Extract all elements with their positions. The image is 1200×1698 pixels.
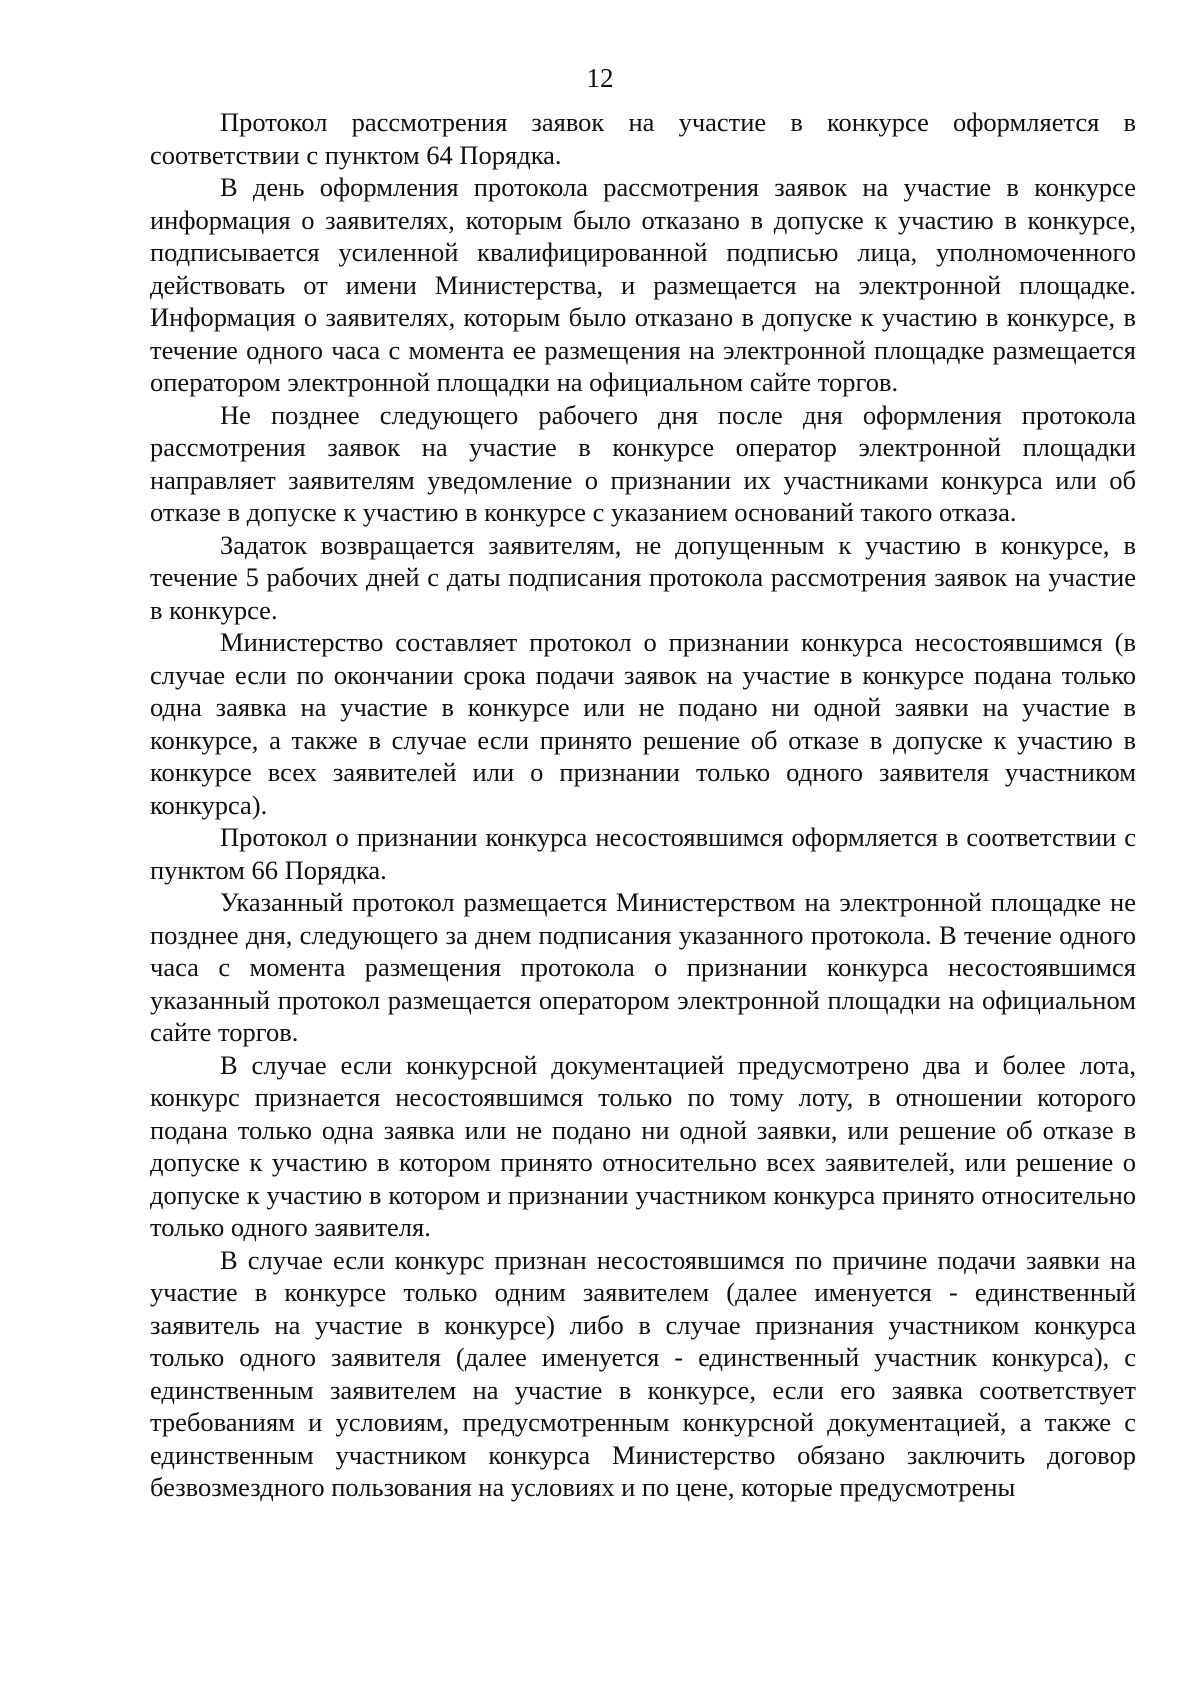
paragraph: Протокол рассмотрения заявок на участие в конкурсе оформляется в соответствии с пунктом 64 Порядка. xyxy=(150,107,1136,170)
paragraph: В день оформления протокола рассмотрения заявок на участие в конкурсе информация о заявителях, которым было отказано в допуске к участию в конкурсе, подписывается усиленной квалифицированной подписью лица, уполномоченного действовать от имени Министерства, и размещается на электронной площадке. Информация о заявителях, которым было отказано в допуске к участию в конкурсе, в течение одного часа с момента ее размещения на электронной площадке размещается оператором электронной площадки на официальном сайте торгов. xyxy=(150,172,1136,397)
paragraph: В случае если конкурс признан несостоявшимся по причине подачи заявки на участие в конкурсе только одним заявителем (далее именуется - единственный заявитель на участие в конкурсе) либо в случае признания участником конкурса только одного заявителя (далее именуется - единственный участник конкурса), с единственным заявителем на участие в конкурсе, если его заявка соответствует требованиям и условиям, предусмотренным конкурсной документацией, а также с единственным участником конкурса Министерство обязано заключить договор безвозмездного пользования на условиях и по цене, которые предусмотрены xyxy=(150,1244,1136,1502)
page-number: 12 xyxy=(586,63,614,93)
paragraph: Указанный протокол размещается Министерством на электронной площадке не позднее дня, следующего за днем подписания указанного протокола. В течение одного часа с момента размещения протокола о признании конкурса несостоявшимся указанный протокол размещается оператором электронной площадки на официальном сайте торгов. xyxy=(150,887,1136,1047)
paragraph: Не позднее следующего рабочего дня после дня оформления протокола рассмотрения заявок на участие в конкурсе оператор электронной площадки направляет заявителям уведомление о признании их участниками конкурса или об отказе в допуске к участию в конкурсе с указанием оснований такого отказа. xyxy=(150,399,1136,527)
paragraph: Министерство составляет протокол о признании конкурса несостоявшимся (в случае если по окончании срока подачи заявок на участие в конкурсе подана только одна заявка на участие в конкурсе или не подано ни одной заявки на участие в конкурсе, а также в случае если принято решение об отказе в допуске к участию в конкурсе всех заявителей или о признании только одного заявителя участником конкурса). xyxy=(150,627,1136,820)
body-text xyxy=(150,106,1136,1504)
paragraph: Протокол о признании конкурса несостоявшимся оформляется в соответствии с пунктом 66 Порядка. xyxy=(150,822,1136,885)
paragraph: В случае если конкурсной документацией предусмотрено два и более лота, конкурс признается несостоявшимся только по тому лоту, в отношении которого подана только одна заявка или не подано ни одной заявки, или решение об отказе в допуске к участию в котором принято относительно всех заявителей, или решение о допуске к участию в котором и признании участником конкурса принято относительно только одного заявителя. xyxy=(150,1049,1136,1242)
paragraph: Задаток возвращается заявителям, не допущенным к участию в конкурсе, в течение 5 рабочих дней с даты подписания протокола рассмотрения заявок на участие в конкурсе. xyxy=(150,529,1136,625)
